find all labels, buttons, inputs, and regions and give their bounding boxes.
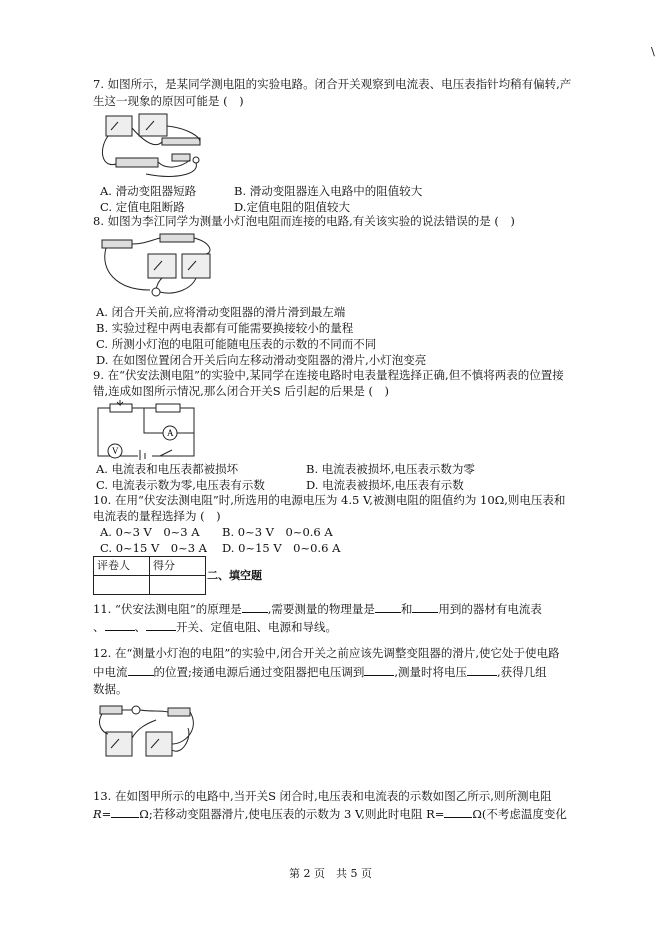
q12-line1: 12. 在“测量小灯泡的电阻”的实验中,闭合开关之前应该先调整变阻器的滑片,使它处于使电路	[93, 646, 560, 660]
voltmeter-symbol: V	[112, 446, 119, 456]
section-heading: 二、填空题	[207, 569, 262, 582]
q11-text-1: 11. “伏安法测电阻”的原理是	[93, 602, 242, 616]
q10-option-c[interactable]: C. 0~15 V 0~3 A	[100, 541, 207, 555]
q11-text-2: ,需要测量的物理量是	[267, 602, 375, 616]
q11-blank-2[interactable]	[375, 601, 401, 613]
q13-line1: 13. 在如图甲所示的电路中,当开关S 闭合时,电压表和电流表的示数如图乙所示,则所测电阻	[93, 789, 552, 803]
q13-blank-1[interactable]	[111, 806, 139, 818]
q9-stem-line1: 9. 在“伏安法测电阻”的实验中,某同学在连接电路时电表量程选择正确,但不慎将两表的位置接	[93, 368, 564, 382]
q13-text-1: R=	[93, 807, 112, 821]
q9-circuit-figure	[96, 400, 196, 460]
q11-line1	[93, 601, 542, 617]
score-table	[93, 556, 206, 595]
q13-text-3: Ω(不考虑温度变化	[472, 807, 567, 821]
q7-stem-line2: 生这一现象的原因可能是 ( )	[93, 94, 244, 108]
score-table-score-cell	[150, 576, 206, 595]
q12-line2	[93, 664, 547, 680]
q12-text-2: 的位置;接通电源后通过变阻器把电压调到	[153, 665, 365, 679]
q11-blank-5[interactable]	[146, 619, 176, 631]
corner-mark: \	[651, 44, 655, 58]
q7-option-b[interactable]: B. 滑动变阻器连入电路中的阻值较大	[234, 184, 423, 198]
q11-blank-4[interactable]	[105, 619, 135, 631]
q10-stem-line2: 电流表的量程选择为 ( )	[93, 509, 221, 523]
q8-stem-line1: 8. 如图为李江同学为测量小灯泡电阻而连接的电路,有关该实验的说法错误的是 ( )	[93, 214, 515, 228]
q8-circuit-figure	[96, 230, 216, 302]
q10-option-a[interactable]: A. 0~3 V 0~3 A	[100, 525, 200, 539]
q8-option-c[interactable]: C. 所测小灯泡的电阻可能随电压表的示数的不同而不同	[96, 337, 377, 351]
q8-option-d[interactable]: D. 在如图位置闭合开关后向左移动滑动变阻器的滑片,小灯泡变亮	[96, 353, 427, 367]
q13-blank-2[interactable]	[444, 806, 472, 818]
q9-option-d[interactable]: D. 电流表被损坏,电压表有示数	[306, 478, 464, 492]
q7-option-c[interactable]: C. 定值电阻断路	[100, 200, 185, 214]
q9-option-c[interactable]: C. 电流表示数为零,电压表有示数	[96, 478, 265, 492]
q7-option-a[interactable]: A. 滑动变阻器短路	[100, 184, 197, 198]
q12-text-4: ,获得几组	[497, 665, 547, 679]
q10-option-b[interactable]: B. 0~3 V 0~0.6 A	[222, 525, 333, 539]
q10-stem-line1: 10. 在用“伏安法测电阻”时,所选用的电源电压为 4.5 V,被测电阻的阻值约为 10Ω,则电压表和	[93, 493, 566, 507]
q7-option-d[interactable]: D.定值电阻的阻值较大	[234, 200, 350, 214]
q12-blank-3[interactable]	[467, 664, 497, 676]
q12-blank-1[interactable]	[128, 664, 154, 676]
q11-blank-3[interactable]	[412, 601, 438, 613]
q13-line2	[93, 806, 567, 822]
q7-stem-line1: 7. 如图所示，是某同学测电阻的实验电路。闭合开关观察到电流表、电压表指针均稍有偏转,产	[93, 77, 572, 91]
q11-text-7: 开关、定值电阻、电源和导线。	[176, 620, 337, 634]
q12-circuit-figure	[96, 698, 198, 762]
q10-option-d[interactable]: D. 0~15 V 0~0.6 A	[222, 541, 341, 555]
page-footer: 第 2 页 共 5 页	[289, 867, 372, 880]
q11-text-4: 用到的器材有电流表	[438, 602, 542, 616]
q7-circuit-figure	[96, 110, 208, 182]
score-table-score-header: 得分	[150, 557, 206, 576]
q12-text-3: ,测量时将电压	[394, 665, 468, 679]
q11-text-3: 和	[400, 602, 413, 616]
q12-line3: 数据。	[93, 682, 128, 696]
q12-text-1: 中电流	[93, 665, 128, 679]
q11-text-6: 、	[134, 620, 146, 634]
q9-stem-line2: 错,连成如图所示情况,那么闭合开关S 后引起的后果是 ( )	[93, 384, 389, 398]
q12-blank-2[interactable]	[364, 664, 394, 676]
q8-option-a[interactable]: A. 闭合开关前,应将滑动变阻器的滑片滑到最左端	[96, 305, 346, 319]
score-table-grader-cell	[94, 576, 150, 595]
q8-option-b[interactable]: B. 实验过程中两电表都有可能需要换接较小的量程	[96, 321, 354, 335]
score-table-grader-header: 评卷人	[94, 557, 150, 576]
q13-text-2: Ω;若移动变阻器滑片,使电压表的示数为 3 V,则此时电阻 R=	[139, 807, 445, 821]
ammeter-symbol: A	[167, 428, 174, 438]
q11-text-5: 、	[93, 620, 105, 634]
q9-option-a[interactable]: A. 电流表和电压表都被损坏	[96, 462, 239, 476]
q11-line2	[93, 619, 337, 635]
q11-blank-1[interactable]	[242, 601, 268, 613]
q9-option-b[interactable]: B. 电流表被损坏,电压表示数为零	[306, 462, 475, 476]
